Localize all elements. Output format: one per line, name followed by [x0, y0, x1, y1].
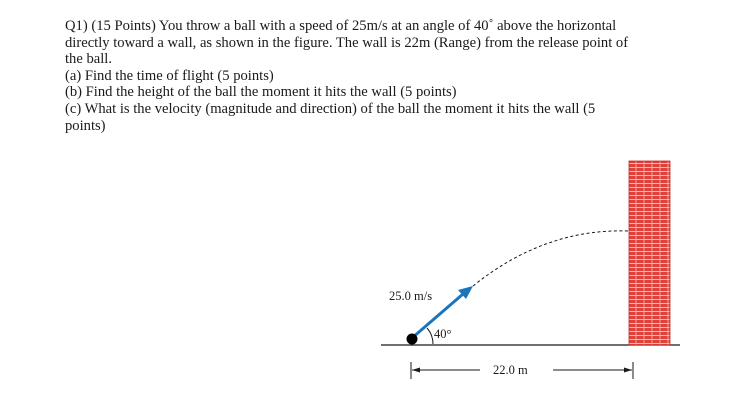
angle-label: 40°: [434, 327, 452, 341]
angle-arc: [427, 328, 433, 344]
trajectory-path: [473, 231, 629, 286]
distance-arrowhead-left: [412, 368, 420, 373]
question-line: (b) Find the height of the ball the moment it hits the wall (5 points): [65, 84, 457, 101]
wall: [629, 161, 670, 345]
question-line: (c) What is the velocity (magnitude and direction) of the ball the moment it hits the wall (5: [65, 100, 596, 117]
question-line: Q1) (15 Points) You throw a ball with a speed of 25m/s at an angle of 40˚ above the horizontal: [65, 18, 617, 34]
distance-arrowhead-right: [624, 368, 632, 373]
ball: [407, 334, 418, 345]
question-line: the ball.: [65, 51, 113, 68]
distance-label: 22.0 m: [493, 363, 528, 377]
question-line: directly toward a wall, as shown in the figure. The wall is 22m (Range) from the release point of: [65, 34, 629, 51]
speed-label: 25.0 m/s: [389, 289, 433, 303]
question-line: points): [65, 117, 106, 134]
question-line: (a) Find the time of flight (5 points): [65, 67, 274, 84]
